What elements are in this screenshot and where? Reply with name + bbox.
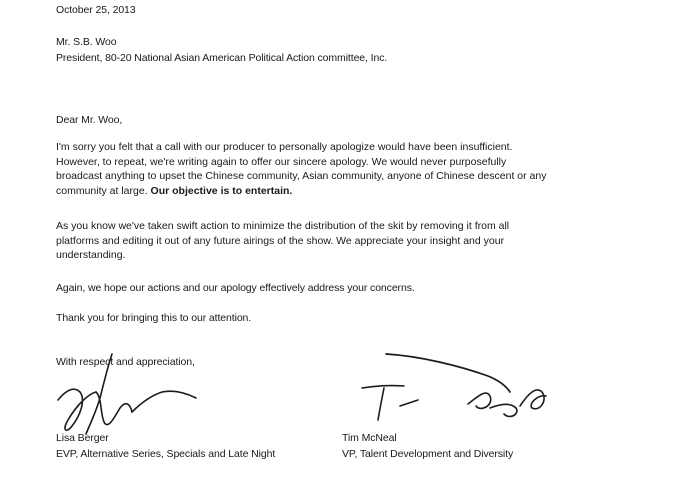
paragraph-line: I'm sorry you felt that a call with our producer to personally apologize would have been insufficient. xyxy=(56,141,513,153)
signatory-name-2: Tim McNeal xyxy=(342,432,397,444)
paragraph-line: understanding. xyxy=(56,249,126,261)
signature-lisa-berger xyxy=(50,352,200,442)
paragraph-apology xyxy=(56,140,656,198)
signatory-title-1: EVP, Alternative Series, Specials and Late Night xyxy=(56,448,276,460)
signatory-name-1: Lisa Berger xyxy=(56,432,109,444)
recipient-title: President, 80-20 National Asian American Political Action committee, Inc. xyxy=(56,52,388,64)
closing: With respect and appreciation, xyxy=(56,356,195,368)
letter-date: October 25, 2013 xyxy=(56,4,136,16)
paragraph-line: platforms and editing it out of any future airings of the show. We appreciate your insight and your xyxy=(56,234,505,247)
paragraph-line: As you know we've taken swift action to minimize the distribution of the skit by removing it from all xyxy=(56,220,510,232)
recipient-name: Mr. S.B. Woo xyxy=(56,36,117,48)
salutation: Dear Mr. Woo, xyxy=(56,114,123,126)
paragraph-thanks: Thank you for bringing this to our attention. xyxy=(56,312,252,324)
paragraph-actions xyxy=(56,219,656,263)
objective-statement: Our objective is to entertain. xyxy=(150,184,293,197)
signatory-title-2: VP, Talent Development and Diversity xyxy=(342,448,514,460)
paragraph-line xyxy=(56,184,656,199)
paragraph-hope: Again, we hope our actions and our apology effectively address your concerns. xyxy=(56,282,415,294)
paragraph-line-plain: community at large. xyxy=(56,184,151,197)
paragraph-line: However, to repeat, we're writing again to offer our sincere apology. We would never purposefully xyxy=(56,155,507,168)
signature-tim-mcneal xyxy=(360,346,560,426)
paragraph-line: broadcast anything to upset the Chinese community, Asian community, anyone of Chinese descent or any xyxy=(56,170,547,182)
